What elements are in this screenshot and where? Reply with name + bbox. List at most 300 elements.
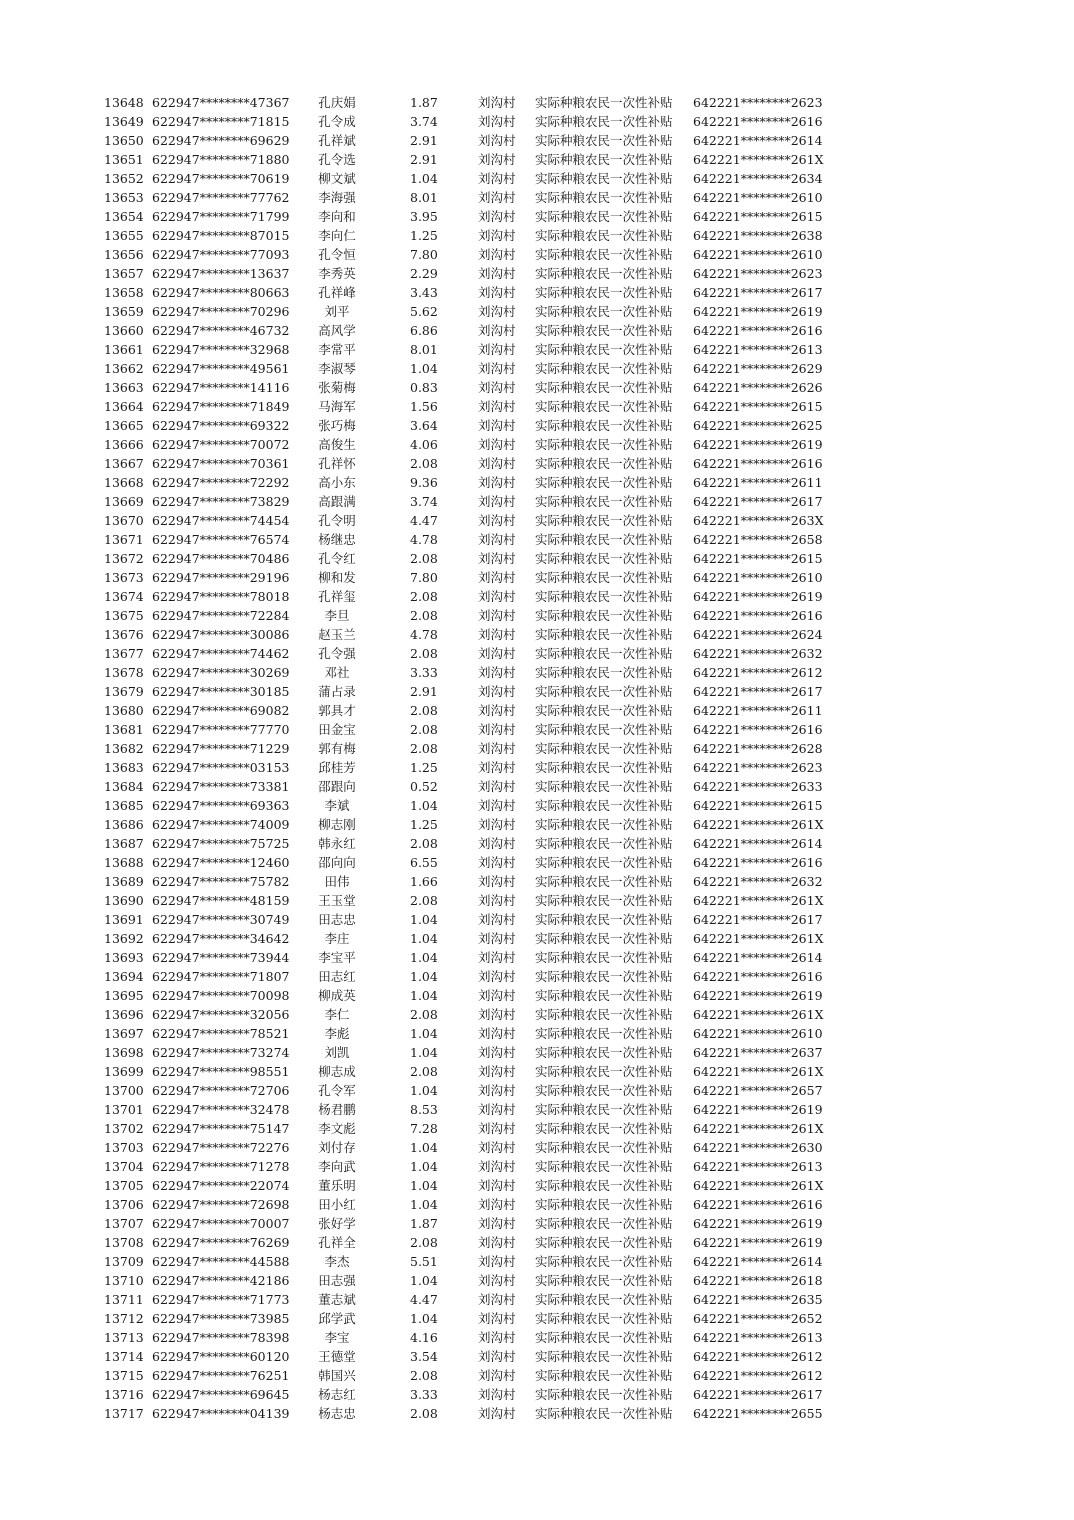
row-number-cell: 13682 [104, 741, 144, 756]
id-number-cell: 642221********263X [693, 513, 824, 528]
village-cell: 刘沟村 [478, 1178, 516, 1193]
table-row [0, 131, 1074, 150]
table-row [0, 948, 1074, 967]
farmer-name-cell: 马海军 [318, 399, 356, 414]
farmer-name-cell: 李淑琴 [318, 361, 356, 376]
subsidy-type-cell: 实际种粮农民一次性补贴 [535, 1330, 673, 1345]
farmer-name-cell: 孔令强 [318, 646, 356, 661]
id-number-cell: 642221********2616 [693, 608, 823, 623]
bank-account-cell: 622947********70098 [152, 988, 290, 1003]
subsidy-amount-cell: 1.25 [410, 228, 438, 243]
id-number-cell: 642221********261X [693, 1178, 824, 1193]
farmer-name-cell: 李旦 [324, 608, 350, 623]
id-number-cell: 642221********2617 [693, 1387, 823, 1402]
subsidy-amount-cell: 4.78 [410, 532, 438, 547]
subsidy-amount-cell: 8.01 [410, 342, 438, 357]
table-row [0, 682, 1074, 701]
table-row [0, 720, 1074, 739]
subsidy-type-cell: 实际种粮农民一次性补贴 [535, 703, 673, 718]
subsidy-type-cell: 实际种粮农民一次性补贴 [535, 1064, 673, 1079]
subsidy-type-cell: 实际种粮农民一次性补贴 [535, 323, 673, 338]
bank-account-cell: 622947********75782 [152, 874, 290, 889]
bank-account-cell: 622947********75147 [152, 1121, 290, 1136]
bank-account-cell: 622947********73829 [152, 494, 290, 509]
farmer-name-cell: 孔庆娟 [318, 95, 356, 110]
subsidy-type-cell: 实际种粮农民一次性补贴 [535, 817, 673, 832]
farmer-name-cell: 柳成英 [318, 988, 356, 1003]
id-number-cell: 642221********2619 [693, 1216, 823, 1231]
subsidy-type-cell: 实际种粮农民一次性补贴 [535, 342, 673, 357]
id-number-cell: 642221********2617 [693, 285, 823, 300]
village-cell: 刘沟村 [478, 190, 516, 205]
row-number-cell: 13706 [104, 1197, 144, 1212]
id-number-cell: 642221********2617 [693, 494, 823, 509]
village-cell: 刘沟村 [478, 798, 516, 813]
subsidy-amount-cell: 2.08 [410, 646, 438, 661]
table-row [0, 1195, 1074, 1214]
table-row [0, 1138, 1074, 1157]
row-number-cell: 13648 [104, 95, 144, 110]
village-cell: 刘沟村 [478, 209, 516, 224]
bank-account-cell: 622947********13637 [152, 266, 290, 281]
village-cell: 刘沟村 [478, 627, 516, 642]
subsidy-type-cell: 实际种粮农民一次性补贴 [535, 665, 673, 680]
farmer-name-cell: 柳志成 [318, 1064, 356, 1079]
bank-account-cell: 622947********70361 [152, 456, 290, 471]
id-number-cell: 642221********2623 [693, 760, 823, 775]
village-cell: 刘沟村 [478, 475, 516, 490]
subsidy-amount-cell: 1.04 [410, 1273, 438, 1288]
bank-account-cell: 622947********30086 [152, 627, 290, 642]
id-number-cell: 642221********2615 [693, 551, 823, 566]
id-number-cell: 642221********2623 [693, 95, 823, 110]
bank-account-cell: 622947********71773 [152, 1292, 290, 1307]
farmer-name-cell: 李仁 [324, 1007, 350, 1022]
subsidy-type-cell: 实际种粮农民一次性补贴 [535, 1235, 673, 1250]
farmer-name-cell: 田金宝 [318, 722, 356, 737]
subsidy-amount-cell: 1.66 [410, 874, 438, 889]
row-number-cell: 13658 [104, 285, 144, 300]
table-row [0, 834, 1074, 853]
row-number-cell: 13674 [104, 589, 144, 604]
bank-account-cell: 622947********30749 [152, 912, 290, 927]
village-cell: 刘沟村 [478, 741, 516, 756]
table-row [0, 663, 1074, 682]
bank-account-cell: 622947********32056 [152, 1007, 290, 1022]
table-row [0, 207, 1074, 226]
farmer-name-cell: 孔令红 [318, 551, 356, 566]
subsidy-amount-cell: 2.08 [410, 1235, 438, 1250]
row-number-cell: 13685 [104, 798, 144, 813]
bank-account-cell: 622947********32478 [152, 1102, 290, 1117]
table-row [0, 416, 1074, 435]
village-cell: 刘沟村 [478, 855, 516, 870]
table-row [0, 169, 1074, 188]
subsidy-amount-cell: 2.08 [410, 703, 438, 718]
subsidy-amount-cell: 1.04 [410, 931, 438, 946]
farmer-name-cell: 李宝平 [318, 950, 356, 965]
subsidy-amount-cell: 0.52 [410, 779, 438, 794]
subsidy-amount-cell: 1.04 [410, 988, 438, 1003]
bank-account-cell: 622947********78018 [152, 589, 290, 604]
row-number-cell: 13710 [104, 1273, 144, 1288]
table-row [0, 321, 1074, 340]
subsidy-type-cell: 实际种粮农民一次性补贴 [535, 418, 673, 433]
village-cell: 刘沟村 [478, 494, 516, 509]
village-cell: 刘沟村 [478, 589, 516, 604]
subsidy-amount-cell: 2.08 [410, 1064, 438, 1079]
village-cell: 刘沟村 [478, 893, 516, 908]
subsidy-type-cell: 实际种粮农民一次性补贴 [535, 1387, 673, 1402]
subsidy-amount-cell: 0.83 [410, 380, 438, 395]
subsidy-type-cell: 实际种粮农民一次性补贴 [535, 779, 673, 794]
row-number-cell: 13668 [104, 475, 144, 490]
farmer-name-cell: 李宝 [324, 1330, 350, 1345]
row-number-cell: 13661 [104, 342, 144, 357]
subsidy-type-cell: 实际种粮农民一次性补贴 [535, 1083, 673, 1098]
subsidy-amount-cell: 4.47 [410, 513, 438, 528]
village-cell: 刘沟村 [478, 912, 516, 927]
subsidy-amount-cell: 2.08 [410, 741, 438, 756]
subsidy-amount-cell: 4.78 [410, 627, 438, 642]
subsidy-type-cell: 实际种粮农民一次性补贴 [535, 912, 673, 927]
bank-account-cell: 622947********72698 [152, 1197, 290, 1212]
table-row [0, 1309, 1074, 1328]
village-cell: 刘沟村 [478, 722, 516, 737]
farmer-name-cell: 孔祥全 [318, 1235, 356, 1250]
subsidy-type-cell: 实际种粮农民一次性补贴 [535, 228, 673, 243]
village-cell: 刘沟村 [478, 1083, 516, 1098]
row-number-cell: 13691 [104, 912, 144, 927]
bank-account-cell: 622947********72276 [152, 1140, 290, 1155]
subsidy-amount-cell: 1.04 [410, 1045, 438, 1060]
row-number-cell: 13697 [104, 1026, 144, 1041]
village-cell: 刘沟村 [478, 1330, 516, 1345]
subsidy-amount-cell: 1.04 [410, 1140, 438, 1155]
row-number-cell: 13712 [104, 1311, 144, 1326]
bank-account-cell: 622947********69645 [152, 1387, 290, 1402]
bank-account-cell: 622947********70296 [152, 304, 290, 319]
village-cell: 刘沟村 [478, 1045, 516, 1060]
row-number-cell: 13709 [104, 1254, 144, 1269]
subsidy-type-cell: 实际种粮农民一次性补贴 [535, 209, 673, 224]
id-number-cell: 642221********2610 [693, 570, 823, 585]
table-row [0, 587, 1074, 606]
subsidy-amount-cell: 7.80 [410, 247, 438, 262]
bank-account-cell: 622947********71849 [152, 399, 290, 414]
village-cell: 刘沟村 [478, 380, 516, 395]
row-number-cell: 13659 [104, 304, 144, 319]
bank-account-cell: 622947********60120 [152, 1349, 290, 1364]
table-row [0, 625, 1074, 644]
village-cell: 刘沟村 [478, 1254, 516, 1269]
subsidy-amount-cell: 4.16 [410, 1330, 438, 1345]
subsidy-type-cell: 实际种粮农民一次性补贴 [535, 646, 673, 661]
id-number-cell: 642221********2625 [693, 418, 823, 433]
subsidy-amount-cell: 3.54 [410, 1349, 438, 1364]
farmer-name-cell: 邵向向 [318, 855, 356, 870]
bank-account-cell: 622947********98551 [152, 1064, 290, 1079]
table-row [0, 378, 1074, 397]
village-cell: 刘沟村 [478, 1216, 516, 1231]
village-cell: 刘沟村 [478, 1387, 516, 1402]
table-row [0, 739, 1074, 758]
farmer-name-cell: 邓社 [324, 665, 350, 680]
id-number-cell: 642221********2634 [693, 171, 823, 186]
subsidy-type-cell: 实际种粮农民一次性补贴 [535, 570, 673, 585]
bank-account-cell: 622947********78398 [152, 1330, 290, 1345]
subsidy-type-cell: 实际种粮农民一次性补贴 [535, 1349, 673, 1364]
subsidy-type-cell: 实际种粮农民一次性补贴 [535, 399, 673, 414]
subsidy-amount-cell: 1.04 [410, 950, 438, 965]
table-row [0, 929, 1074, 948]
bank-account-cell: 622947********49561 [152, 361, 290, 376]
table-row [0, 397, 1074, 416]
row-number-cell: 13677 [104, 646, 144, 661]
subsidy-amount-cell: 3.33 [410, 1387, 438, 1402]
subsidy-type-cell: 实际种粮农民一次性补贴 [535, 855, 673, 870]
bank-account-cell: 622947********30185 [152, 684, 290, 699]
subsidy-amount-cell: 2.08 [410, 608, 438, 623]
table-row [0, 93, 1074, 112]
row-number-cell: 13716 [104, 1387, 144, 1402]
bank-account-cell: 622947********80663 [152, 285, 290, 300]
row-number-cell: 13671 [104, 532, 144, 547]
village-cell: 刘沟村 [478, 114, 516, 129]
farmer-name-cell: 孔祥怀 [318, 456, 356, 471]
table-row [0, 1290, 1074, 1309]
table-row [0, 1100, 1074, 1119]
table-row [0, 1176, 1074, 1195]
table-row [0, 815, 1074, 834]
table-row [0, 226, 1074, 245]
village-cell: 刘沟村 [478, 418, 516, 433]
farmer-name-cell: 孔令明 [318, 513, 356, 528]
farmer-name-cell: 孔祥峰 [318, 285, 356, 300]
village-cell: 刘沟村 [478, 1292, 516, 1307]
id-number-cell: 642221********2619 [693, 304, 823, 319]
subsidy-amount-cell: 2.08 [410, 1007, 438, 1022]
village-cell: 刘沟村 [478, 551, 516, 566]
id-number-cell: 642221********2619 [693, 1102, 823, 1117]
row-number-cell: 13672 [104, 551, 144, 566]
table-row [0, 302, 1074, 321]
row-number-cell: 13654 [104, 209, 144, 224]
village-cell: 刘沟村 [478, 152, 516, 167]
row-number-cell: 13666 [104, 437, 144, 452]
row-number-cell: 13665 [104, 418, 144, 433]
farmer-name-cell: 蒲占录 [318, 684, 356, 699]
table-row [0, 245, 1074, 264]
bank-account-cell: 622947********14116 [152, 380, 290, 395]
farmer-name-cell: 李彪 [324, 1026, 350, 1041]
row-number-cell: 13689 [104, 874, 144, 889]
table-row [0, 910, 1074, 929]
row-number-cell: 13702 [104, 1121, 144, 1136]
subsidy-amount-cell: 6.55 [410, 855, 438, 870]
subsidy-amount-cell: 2.91 [410, 684, 438, 699]
subsidy-amount-cell: 4.06 [410, 437, 438, 452]
farmer-name-cell: 田志红 [318, 969, 356, 984]
village-cell: 刘沟村 [478, 456, 516, 471]
id-number-cell: 642221********2616 [693, 855, 823, 870]
id-number-cell: 642221********2629 [693, 361, 823, 376]
table-row [0, 872, 1074, 891]
subsidy-type-cell: 实际种粮农民一次性补贴 [535, 931, 673, 946]
id-number-cell: 642221********2615 [693, 798, 823, 813]
village-cell: 刘沟村 [478, 1159, 516, 1174]
id-number-cell: 642221********261X [693, 1007, 824, 1022]
subsidy-type-cell: 实际种粮农民一次性补贴 [535, 95, 673, 110]
row-number-cell: 13711 [104, 1292, 144, 1307]
subsidy-amount-cell: 3.74 [410, 114, 438, 129]
id-number-cell: 642221********2614 [693, 133, 823, 148]
farmer-name-cell: 李海强 [318, 190, 356, 205]
farmer-name-cell: 邱桂芳 [318, 760, 356, 775]
table-row [0, 644, 1074, 663]
bank-account-cell: 622947********47367 [152, 95, 290, 110]
village-cell: 刘沟村 [478, 684, 516, 699]
id-number-cell: 642221********2611 [693, 703, 823, 718]
table-row [0, 796, 1074, 815]
bank-account-cell: 622947********34642 [152, 931, 290, 946]
bank-account-cell: 622947********76574 [152, 532, 290, 547]
id-number-cell: 642221********2655 [693, 1406, 823, 1421]
row-number-cell: 13680 [104, 703, 144, 718]
table-row [0, 1347, 1074, 1366]
village-cell: 刘沟村 [478, 1273, 516, 1288]
subsidy-amount-cell: 2.29 [410, 266, 438, 281]
subsidy-amount-cell: 3.95 [410, 209, 438, 224]
subsidy-amount-cell: 8.01 [410, 190, 438, 205]
row-number-cell: 13690 [104, 893, 144, 908]
farmer-name-cell: 王德堂 [318, 1349, 356, 1364]
farmer-name-cell: 柳志刚 [318, 817, 356, 832]
subsidy-type-cell: 实际种粮农民一次性补贴 [535, 627, 673, 642]
bank-account-cell: 622947********48159 [152, 893, 290, 908]
id-number-cell: 642221********2615 [693, 399, 823, 414]
farmer-name-cell: 李杰 [324, 1254, 350, 1269]
subsidy-amount-cell: 2.08 [410, 1406, 438, 1421]
farmer-name-cell: 刘付存 [318, 1140, 356, 1155]
bank-account-cell: 622947********71799 [152, 209, 290, 224]
bank-account-cell: 622947********76269 [152, 1235, 290, 1250]
row-number-cell: 13692 [104, 931, 144, 946]
subsidy-amount-cell: 1.25 [410, 817, 438, 832]
farmer-name-cell: 董乐明 [318, 1178, 356, 1193]
subsidy-type-cell: 实际种粮农民一次性补贴 [535, 741, 673, 756]
bank-account-cell: 622947********72284 [152, 608, 290, 623]
village-cell: 刘沟村 [478, 1121, 516, 1136]
farmer-name-cell: 孔祥斌 [318, 133, 356, 148]
village-cell: 刘沟村 [478, 133, 516, 148]
bank-account-cell: 622947********73944 [152, 950, 290, 965]
row-number-cell: 13684 [104, 779, 144, 794]
table-row [0, 758, 1074, 777]
subsidy-type-cell: 实际种粮农民一次性补贴 [535, 285, 673, 300]
subsidy-amount-cell: 6.86 [410, 323, 438, 338]
subsidy-type-cell: 实际种粮农民一次性补贴 [535, 304, 673, 319]
id-number-cell: 642221********261X [693, 817, 824, 832]
subsidy-type-cell: 实际种粮农民一次性补贴 [535, 494, 673, 509]
id-number-cell: 642221********2619 [693, 589, 823, 604]
bank-account-cell: 622947********30269 [152, 665, 290, 680]
subsidy-type-cell: 实际种粮农民一次性补贴 [535, 1140, 673, 1155]
id-number-cell: 642221********2652 [693, 1311, 823, 1326]
subsidy-type-cell: 实际种粮农民一次性补贴 [535, 836, 673, 851]
subsidy-type-cell: 实际种粮农民一次性补贴 [535, 589, 673, 604]
table-row [0, 1157, 1074, 1176]
id-number-cell: 642221********2612 [693, 1368, 823, 1383]
subsidy-type-cell: 实际种粮农民一次性补贴 [535, 1178, 673, 1193]
id-number-cell: 642221********261X [693, 893, 824, 908]
subsidy-amount-cell: 1.04 [410, 1159, 438, 1174]
id-number-cell: 642221********2632 [693, 874, 823, 889]
id-number-cell: 642221********2628 [693, 741, 823, 756]
table-row [0, 1119, 1074, 1138]
table-row [0, 1328, 1074, 1347]
village-cell: 刘沟村 [478, 95, 516, 110]
subsidy-type-cell: 实际种粮农民一次性补贴 [535, 513, 673, 528]
subsidy-amount-cell: 3.74 [410, 494, 438, 509]
id-number-cell: 642221********2617 [693, 912, 823, 927]
village-cell: 刘沟村 [478, 969, 516, 984]
subsidy-amount-cell: 7.80 [410, 570, 438, 585]
row-number-cell: 13703 [104, 1140, 144, 1155]
row-number-cell: 13679 [104, 684, 144, 699]
id-number-cell: 642221********2615 [693, 209, 823, 224]
bank-account-cell: 622947********46732 [152, 323, 290, 338]
id-number-cell: 642221********2616 [693, 114, 823, 129]
id-number-cell: 642221********2638 [693, 228, 823, 243]
id-number-cell: 642221********2658 [693, 532, 823, 547]
bank-account-cell: 622947********71229 [152, 741, 290, 756]
village-cell: 刘沟村 [478, 361, 516, 376]
farmer-name-cell: 李庄 [324, 931, 350, 946]
subsidy-amount-cell: 2.08 [410, 551, 438, 566]
row-number-cell: 13699 [104, 1064, 144, 1079]
bank-account-cell: 622947********77770 [152, 722, 290, 737]
table-row [0, 473, 1074, 492]
subsidy-amount-cell: 5.62 [410, 304, 438, 319]
subsidy-amount-cell: 1.04 [410, 1026, 438, 1041]
bank-account-cell: 622947********03153 [152, 760, 290, 775]
subsidy-type-cell: 实际种粮农民一次性补贴 [535, 133, 673, 148]
subsidy-type-cell: 实际种粮农民一次性补贴 [535, 171, 673, 186]
village-cell: 刘沟村 [478, 779, 516, 794]
row-number-cell: 13700 [104, 1083, 144, 1098]
table-row [0, 568, 1074, 587]
village-cell: 刘沟村 [478, 1311, 516, 1326]
row-number-cell: 13663 [104, 380, 144, 395]
bank-account-cell: 622947********69629 [152, 133, 290, 148]
bank-account-cell: 622947********77093 [152, 247, 290, 262]
village-cell: 刘沟村 [478, 171, 516, 186]
subsidy-type-cell: 实际种粮农民一次性补贴 [535, 475, 673, 490]
row-number-cell: 13667 [104, 456, 144, 471]
table-row [0, 1252, 1074, 1271]
bank-account-cell: 622947********73274 [152, 1045, 290, 1060]
subsidy-amount-cell: 3.33 [410, 665, 438, 680]
subsidy-type-cell: 实际种粮农民一次性补贴 [535, 456, 673, 471]
village-cell: 刘沟村 [478, 228, 516, 243]
id-number-cell: 642221********2616 [693, 456, 823, 471]
village-cell: 刘沟村 [478, 665, 516, 680]
subsidy-amount-cell: 1.56 [410, 399, 438, 414]
subsidy-amount-cell: 2.08 [410, 893, 438, 908]
farmer-name-cell: 李斌 [324, 798, 350, 813]
bank-account-cell: 622947********75725 [152, 836, 290, 851]
